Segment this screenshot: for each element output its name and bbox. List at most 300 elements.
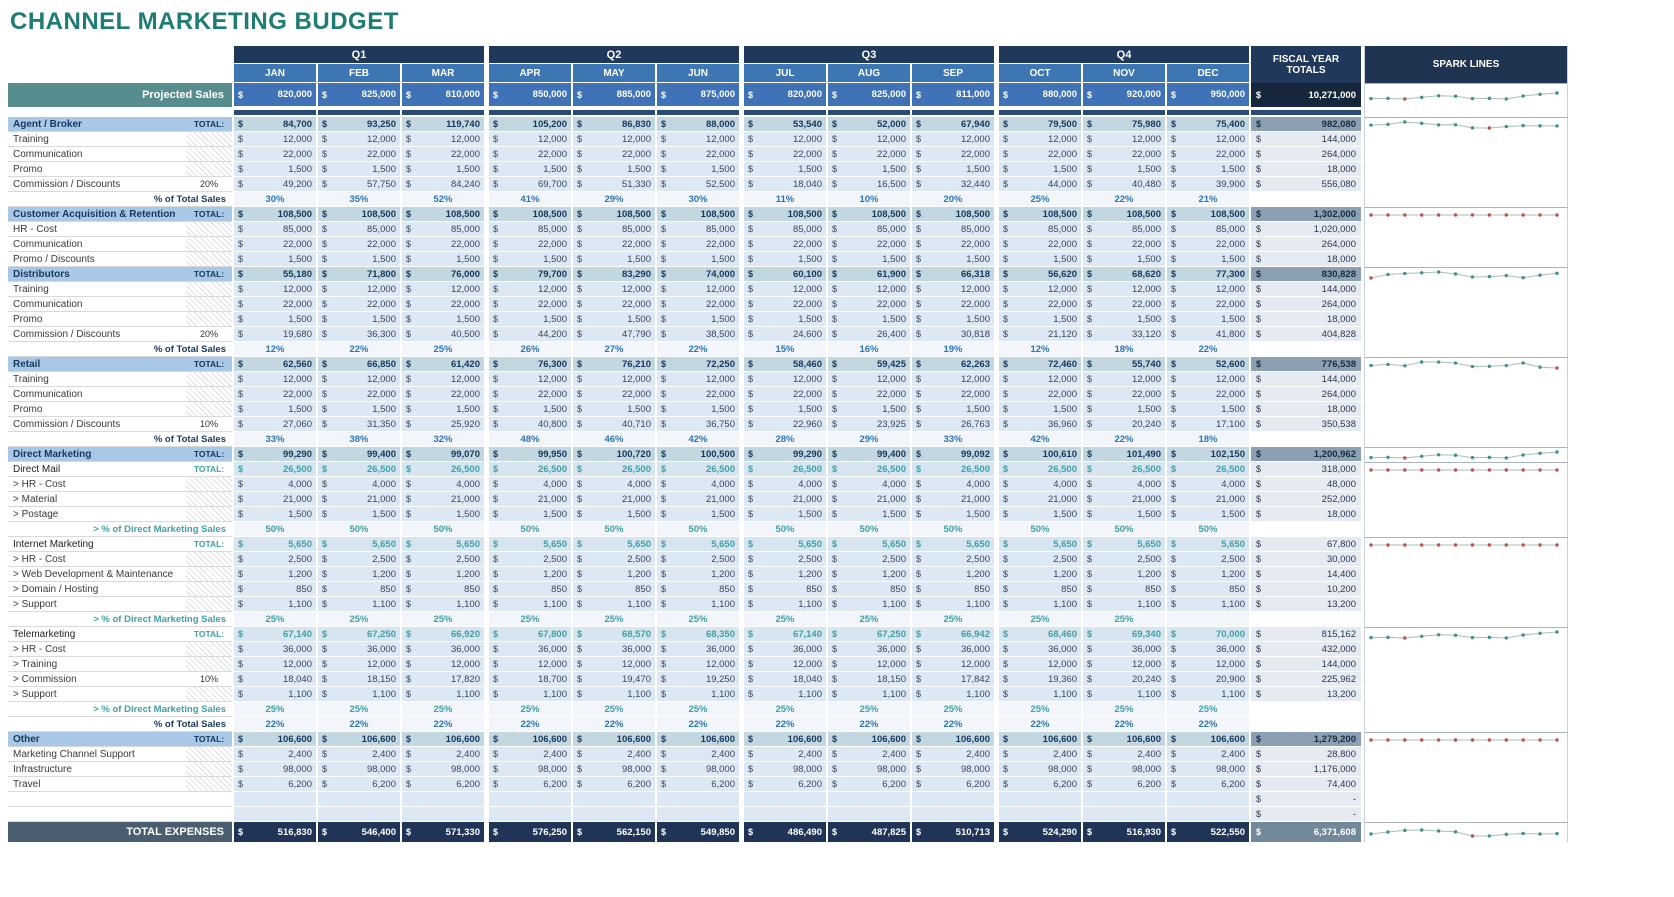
row-label[interactable]: Training — [8, 132, 186, 147]
month-cell[interactable] — [234, 207, 316, 222]
month-cell[interactable] — [999, 627, 1081, 642]
month-cell[interactable] — [318, 822, 400, 842]
fiscal-cell[interactable] — [1251, 792, 1361, 807]
month-cell[interactable] — [912, 132, 994, 147]
month-cell[interactable] — [573, 222, 655, 237]
percent-cell[interactable] — [657, 192, 739, 207]
month-cell[interactable] — [489, 177, 571, 192]
month-cell[interactable] — [489, 252, 571, 267]
month-cell[interactable] — [318, 747, 400, 762]
month-cell[interactable] — [573, 762, 655, 777]
month-cell[interactable] — [489, 83, 571, 107]
sub-cell[interactable] — [186, 777, 232, 792]
month-cell[interactable] — [744, 387, 826, 402]
sub-cell[interactable] — [186, 492, 232, 507]
percent-cell[interactable] — [234, 612, 316, 627]
month-cell[interactable] — [999, 282, 1081, 297]
sub-cell[interactable] — [186, 792, 232, 807]
row-label[interactable]: Marketing Channel Support — [8, 747, 186, 762]
month-cell[interactable] — [999, 222, 1081, 237]
month-cell[interactable] — [999, 83, 1081, 107]
month-cell[interactable] — [402, 462, 484, 477]
percent-cell[interactable] — [1083, 342, 1165, 357]
month-cell[interactable] — [912, 267, 994, 282]
month-cell[interactable] — [657, 642, 739, 657]
month-header-mar[interactable]: MAR — [402, 64, 484, 82]
month-cell[interactable] — [402, 132, 484, 147]
sub-cell[interactable]: TOTAL: — [186, 732, 232, 747]
fiscal-cell[interactable] — [1251, 822, 1361, 842]
month-cell[interactable] — [1083, 477, 1165, 492]
row-label[interactable]: > HR - Cost — [8, 642, 186, 657]
sub-cell[interactable]: TOTAL: — [186, 357, 232, 372]
month-cell[interactable] — [1167, 402, 1249, 417]
month-cell[interactable] — [744, 117, 826, 132]
month-cell[interactable] — [1167, 297, 1249, 312]
row-label[interactable]: > Training — [8, 657, 186, 672]
row-label[interactable]: > HR - Cost — [8, 552, 186, 567]
month-cell[interactable] — [999, 372, 1081, 387]
month-cell[interactable] — [234, 552, 316, 567]
row-label[interactable]: Customer Acquisition & Retention — [8, 207, 186, 222]
month-cell[interactable] — [912, 732, 994, 747]
spark-cell[interactable] — [1364, 732, 1568, 747]
percent-cell[interactable] — [657, 702, 739, 717]
month-cell[interactable] — [573, 312, 655, 327]
month-cell[interactable] — [402, 417, 484, 432]
month-cell[interactable] — [828, 237, 910, 252]
month-cell[interactable] — [573, 447, 655, 462]
month-cell[interactable] — [744, 222, 826, 237]
month-cell[interactable] — [744, 657, 826, 672]
month-cell[interactable] — [573, 297, 655, 312]
month-cell[interactable] — [234, 327, 316, 342]
month-cell[interactable] — [318, 567, 400, 582]
month-cell[interactable] — [744, 552, 826, 567]
month-cell[interactable] — [489, 267, 571, 282]
month-cell[interactable] — [402, 537, 484, 552]
month-cell[interactable] — [1167, 657, 1249, 672]
month-cell[interactable] — [744, 777, 826, 792]
month-cell[interactable] — [573, 477, 655, 492]
month-cell[interactable] — [912, 477, 994, 492]
fiscal-cell[interactable] — [1251, 612, 1361, 627]
month-cell[interactable] — [402, 402, 484, 417]
fiscal-cell[interactable] — [1251, 777, 1361, 792]
spark-cell[interactable] — [1364, 372, 1568, 387]
month-cell[interactable] — [828, 627, 910, 642]
month-cell[interactable] — [744, 147, 826, 162]
month-cell[interactable] — [402, 792, 484, 807]
month-cell[interactable] — [657, 687, 739, 702]
percent-cell[interactable] — [1083, 612, 1165, 627]
month-cell[interactable] — [1167, 507, 1249, 522]
month-cell[interactable] — [573, 83, 655, 107]
month-cell[interactable] — [1083, 762, 1165, 777]
month-cell[interactable] — [573, 357, 655, 372]
fiscal-cell[interactable] — [1251, 252, 1361, 267]
month-cell[interactable] — [1167, 177, 1249, 192]
month-cell[interactable] — [1167, 147, 1249, 162]
month-cell[interactable] — [1083, 657, 1165, 672]
sub-cell[interactable] — [186, 597, 232, 612]
spark-cell[interactable] — [1364, 657, 1568, 672]
percent-cell[interactable] — [999, 612, 1081, 627]
month-cell[interactable] — [234, 597, 316, 612]
percent-cell[interactable] — [234, 522, 316, 537]
month-cell[interactable] — [1167, 83, 1249, 107]
month-cell[interactable] — [912, 567, 994, 582]
month-cell[interactable] — [912, 207, 994, 222]
month-cell[interactable] — [318, 552, 400, 567]
percent-cell[interactable] — [234, 717, 316, 732]
percent-cell[interactable] — [744, 702, 826, 717]
month-cell[interactable] — [657, 267, 739, 282]
spark-cell[interactable] — [1364, 687, 1568, 702]
month-cell[interactable] — [318, 687, 400, 702]
month-cell[interactable] — [489, 327, 571, 342]
fiscal-cell[interactable] — [1251, 357, 1361, 372]
month-cell[interactable] — [657, 477, 739, 492]
month-cell[interactable] — [912, 537, 994, 552]
sub-cell[interactable]: TOTAL: — [186, 447, 232, 462]
month-cell[interactable] — [573, 147, 655, 162]
month-cell[interactable] — [828, 402, 910, 417]
month-cell[interactable] — [573, 567, 655, 582]
month-cell[interactable] — [1167, 117, 1249, 132]
month-cell[interactable] — [573, 417, 655, 432]
month-cell[interactable] — [828, 117, 910, 132]
month-cell[interactable] — [999, 462, 1081, 477]
month-cell[interactable] — [234, 252, 316, 267]
month-cell[interactable] — [912, 222, 994, 237]
percent-cell[interactable] — [318, 192, 400, 207]
month-cell[interactable] — [573, 657, 655, 672]
sub-cell[interactable]: TOTAL: — [186, 462, 232, 477]
sub-cell[interactable] — [186, 297, 232, 312]
percent-cell[interactable] — [1083, 192, 1165, 207]
month-cell[interactable] — [402, 267, 484, 282]
month-cell[interactable] — [999, 582, 1081, 597]
month-cell[interactable] — [1167, 282, 1249, 297]
month-cell[interactable] — [234, 627, 316, 642]
month-cell[interactable] — [489, 132, 571, 147]
row-label[interactable]: Internet Marketing — [8, 537, 186, 552]
month-header-apr[interactable]: APR — [489, 64, 571, 82]
month-cell[interactable] — [234, 777, 316, 792]
month-cell[interactable] — [1167, 687, 1249, 702]
month-cell[interactable] — [828, 492, 910, 507]
month-cell[interactable] — [999, 597, 1081, 612]
row-label[interactable]: Infrastructure — [8, 762, 186, 777]
sub-cell[interactable]: 20% — [186, 177, 232, 192]
row-label[interactable]: > Postage — [8, 507, 186, 522]
month-cell[interactable] — [744, 822, 826, 842]
month-cell[interactable] — [912, 492, 994, 507]
percent-cell[interactable] — [573, 432, 655, 447]
month-cell[interactable] — [1083, 147, 1165, 162]
month-cell[interactable] — [1167, 477, 1249, 492]
month-cell[interactable] — [234, 417, 316, 432]
fiscal-cell[interactable] — [1251, 477, 1361, 492]
fiscal-cell[interactable] — [1251, 687, 1361, 702]
month-cell[interactable] — [318, 162, 400, 177]
month-cell[interactable] — [999, 237, 1081, 252]
month-cell[interactable] — [828, 552, 910, 567]
month-cell[interactable] — [489, 822, 571, 842]
month-cell[interactable] — [234, 147, 316, 162]
month-cell[interactable] — [1083, 597, 1165, 612]
month-cell[interactable] — [999, 357, 1081, 372]
spark-cell[interactable] — [1364, 432, 1568, 447]
month-cell[interactable] — [912, 672, 994, 687]
month-cell[interactable] — [828, 222, 910, 237]
month-cell[interactable] — [999, 492, 1081, 507]
fiscal-cell[interactable] — [1251, 147, 1361, 162]
fiscal-cell[interactable] — [1251, 372, 1361, 387]
percent-cell[interactable] — [912, 702, 994, 717]
sub-cell[interactable]: TOTAL: — [186, 207, 232, 222]
month-header-may[interactable]: MAY — [573, 64, 655, 82]
month-cell[interactable] — [402, 177, 484, 192]
month-cell[interactable] — [234, 657, 316, 672]
quarter-header-q1[interactable]: Q1 — [234, 46, 484, 64]
month-cell[interactable] — [657, 357, 739, 372]
month-cell[interactable] — [573, 207, 655, 222]
percent-cell[interactable] — [489, 612, 571, 627]
spark-cell[interactable] — [1364, 417, 1568, 432]
month-cell[interactable] — [234, 237, 316, 252]
month-cell[interactable] — [828, 597, 910, 612]
month-cell[interactable] — [234, 117, 316, 132]
month-cell[interactable] — [234, 372, 316, 387]
month-cell[interactable] — [402, 297, 484, 312]
sub-cell[interactable]: TOTAL: — [186, 537, 232, 552]
row-label[interactable]: Promo / Discounts — [8, 252, 186, 267]
month-cell[interactable] — [573, 732, 655, 747]
month-cell[interactable] — [657, 417, 739, 432]
month-cell[interactable] — [573, 507, 655, 522]
fiscal-cell[interactable] — [1251, 747, 1361, 762]
month-cell[interactable] — [318, 792, 400, 807]
percent-cell[interactable] — [999, 342, 1081, 357]
spark-cell[interactable] — [1364, 177, 1568, 192]
month-cell[interactable] — [1167, 417, 1249, 432]
month-cell[interactable] — [828, 177, 910, 192]
percent-cell[interactable] — [828, 192, 910, 207]
month-cell[interactable] — [912, 642, 994, 657]
month-cell[interactable] — [234, 687, 316, 702]
row-label[interactable]: Direct Marketing — [8, 447, 186, 462]
month-cell[interactable] — [828, 297, 910, 312]
percent-cell[interactable] — [1083, 432, 1165, 447]
percent-cell[interactable] — [912, 342, 994, 357]
spark-cell[interactable] — [1364, 567, 1568, 582]
month-cell[interactable] — [744, 372, 826, 387]
spark-cell[interactable] — [1364, 792, 1568, 807]
month-cell[interactable] — [234, 387, 316, 402]
month-cell[interactable] — [1167, 732, 1249, 747]
spark-cell[interactable] — [1364, 702, 1568, 717]
month-cell[interactable] — [489, 747, 571, 762]
month-cell[interactable] — [573, 282, 655, 297]
month-cell[interactable] — [657, 237, 739, 252]
month-cell[interactable] — [1083, 822, 1165, 842]
fiscal-cell[interactable] — [1251, 522, 1361, 537]
month-cell[interactable] — [657, 822, 739, 842]
spark-cell[interactable] — [1364, 822, 1568, 842]
fiscal-cell[interactable] — [1251, 132, 1361, 147]
month-cell[interactable] — [1167, 237, 1249, 252]
month-cell[interactable] — [318, 627, 400, 642]
month-cell[interactable] — [573, 237, 655, 252]
month-cell[interactable] — [318, 762, 400, 777]
month-cell[interactable] — [999, 162, 1081, 177]
month-cell[interactable] — [912, 627, 994, 642]
percent-cell[interactable] — [573, 717, 655, 732]
month-cell[interactable] — [744, 252, 826, 267]
fiscal-cell[interactable] — [1251, 657, 1361, 672]
month-cell[interactable] — [828, 732, 910, 747]
month-cell[interactable] — [828, 642, 910, 657]
month-cell[interactable] — [828, 567, 910, 582]
month-cell[interactable] — [318, 117, 400, 132]
percent-cell[interactable] — [912, 612, 994, 627]
month-cell[interactable] — [489, 507, 571, 522]
percent-cell[interactable] — [489, 522, 571, 537]
month-cell[interactable] — [318, 402, 400, 417]
month-cell[interactable] — [999, 447, 1081, 462]
month-cell[interactable] — [234, 762, 316, 777]
month-cell[interactable] — [744, 507, 826, 522]
month-cell[interactable] — [402, 762, 484, 777]
month-cell[interactable] — [489, 687, 571, 702]
month-cell[interactable] — [828, 582, 910, 597]
month-cell[interactable] — [912, 237, 994, 252]
month-cell[interactable] — [1167, 567, 1249, 582]
month-cell[interactable] — [318, 132, 400, 147]
month-cell[interactable] — [744, 492, 826, 507]
fiscal-cell[interactable] — [1251, 117, 1361, 132]
month-cell[interactable] — [657, 282, 739, 297]
month-cell[interactable] — [1083, 177, 1165, 192]
month-cell[interactable] — [657, 552, 739, 567]
fiscal-cell[interactable] — [1251, 222, 1361, 237]
month-cell[interactable] — [573, 402, 655, 417]
month-cell[interactable] — [489, 657, 571, 672]
spark-cell[interactable] — [1364, 477, 1568, 492]
month-cell[interactable] — [489, 492, 571, 507]
month-cell[interactable] — [912, 297, 994, 312]
month-cell[interactable] — [489, 462, 571, 477]
percent-cell[interactable] — [489, 717, 571, 732]
month-cell[interactable] — [402, 162, 484, 177]
row-label[interactable]: Other — [8, 732, 186, 747]
month-header-jan[interactable]: JAN — [234, 64, 316, 82]
month-cell[interactable] — [999, 252, 1081, 267]
row-label[interactable]: Commission / Discounts — [8, 417, 186, 432]
month-cell[interactable] — [1083, 552, 1165, 567]
percent-cell[interactable] — [912, 432, 994, 447]
month-cell[interactable] — [657, 537, 739, 552]
percent-cell[interactable] — [573, 342, 655, 357]
month-cell[interactable] — [402, 582, 484, 597]
spark-cell[interactable] — [1364, 117, 1568, 132]
sub-cell[interactable] — [186, 507, 232, 522]
month-cell[interactable] — [402, 83, 484, 107]
month-cell[interactable] — [1167, 312, 1249, 327]
month-cell[interactable] — [912, 447, 994, 462]
fiscal-cell[interactable] — [1251, 297, 1361, 312]
month-cell[interactable] — [912, 462, 994, 477]
month-cell[interactable] — [573, 117, 655, 132]
month-cell[interactable] — [744, 747, 826, 762]
month-cell[interactable] — [657, 462, 739, 477]
spark-cell[interactable] — [1364, 297, 1568, 312]
percent-cell[interactable] — [657, 717, 739, 732]
month-cell[interactable] — [657, 792, 739, 807]
month-header-jul[interactable]: JUL — [744, 64, 826, 82]
percent-cell[interactable] — [744, 522, 826, 537]
spark-cell[interactable] — [1364, 252, 1568, 267]
month-cell[interactable] — [999, 327, 1081, 342]
spark-cell[interactable] — [1364, 522, 1568, 537]
month-cell[interactable] — [489, 672, 571, 687]
spark-cell[interactable] — [1364, 192, 1568, 207]
month-cell[interactable] — [657, 672, 739, 687]
percent-cell[interactable] — [318, 702, 400, 717]
month-cell[interactable] — [1167, 792, 1249, 807]
spark-cell[interactable] — [1364, 327, 1568, 342]
month-cell[interactable] — [234, 462, 316, 477]
spark-cell[interactable] — [1364, 312, 1568, 327]
month-cell[interactable] — [1083, 672, 1165, 687]
month-cell[interactable] — [744, 447, 826, 462]
month-cell[interactable] — [657, 177, 739, 192]
month-cell[interactable] — [744, 627, 826, 642]
month-cell[interactable] — [1083, 207, 1165, 222]
sub-cell[interactable] — [186, 807, 232, 822]
month-cell[interactable] — [489, 447, 571, 462]
percent-cell[interactable] — [828, 717, 910, 732]
month-cell[interactable] — [573, 597, 655, 612]
spark-cell[interactable] — [1364, 627, 1568, 642]
month-cell[interactable] — [234, 83, 316, 107]
month-cell[interactable] — [1167, 762, 1249, 777]
month-cell[interactable] — [1083, 372, 1165, 387]
month-cell[interactable] — [489, 282, 571, 297]
month-cell[interactable] — [744, 582, 826, 597]
sub-cell[interactable] — [186, 642, 232, 657]
month-cell[interactable] — [828, 267, 910, 282]
sub-cell[interactable] — [186, 162, 232, 177]
row-label[interactable]: Promo — [8, 312, 186, 327]
month-cell[interactable] — [1167, 777, 1249, 792]
month-cell[interactable] — [402, 237, 484, 252]
percent-cell[interactable] — [744, 432, 826, 447]
month-cell[interactable] — [657, 252, 739, 267]
percent-cell[interactable] — [744, 192, 826, 207]
month-header-sep[interactable]: SEP — [912, 64, 994, 82]
row-label[interactable]: Training — [8, 282, 186, 297]
month-cell[interactable] — [999, 132, 1081, 147]
month-cell[interactable] — [573, 162, 655, 177]
month-cell[interactable] — [744, 477, 826, 492]
percent-cell[interactable] — [318, 522, 400, 537]
month-cell[interactable] — [912, 387, 994, 402]
month-cell[interactable] — [657, 312, 739, 327]
sub-cell[interactable]: 20% — [186, 327, 232, 342]
